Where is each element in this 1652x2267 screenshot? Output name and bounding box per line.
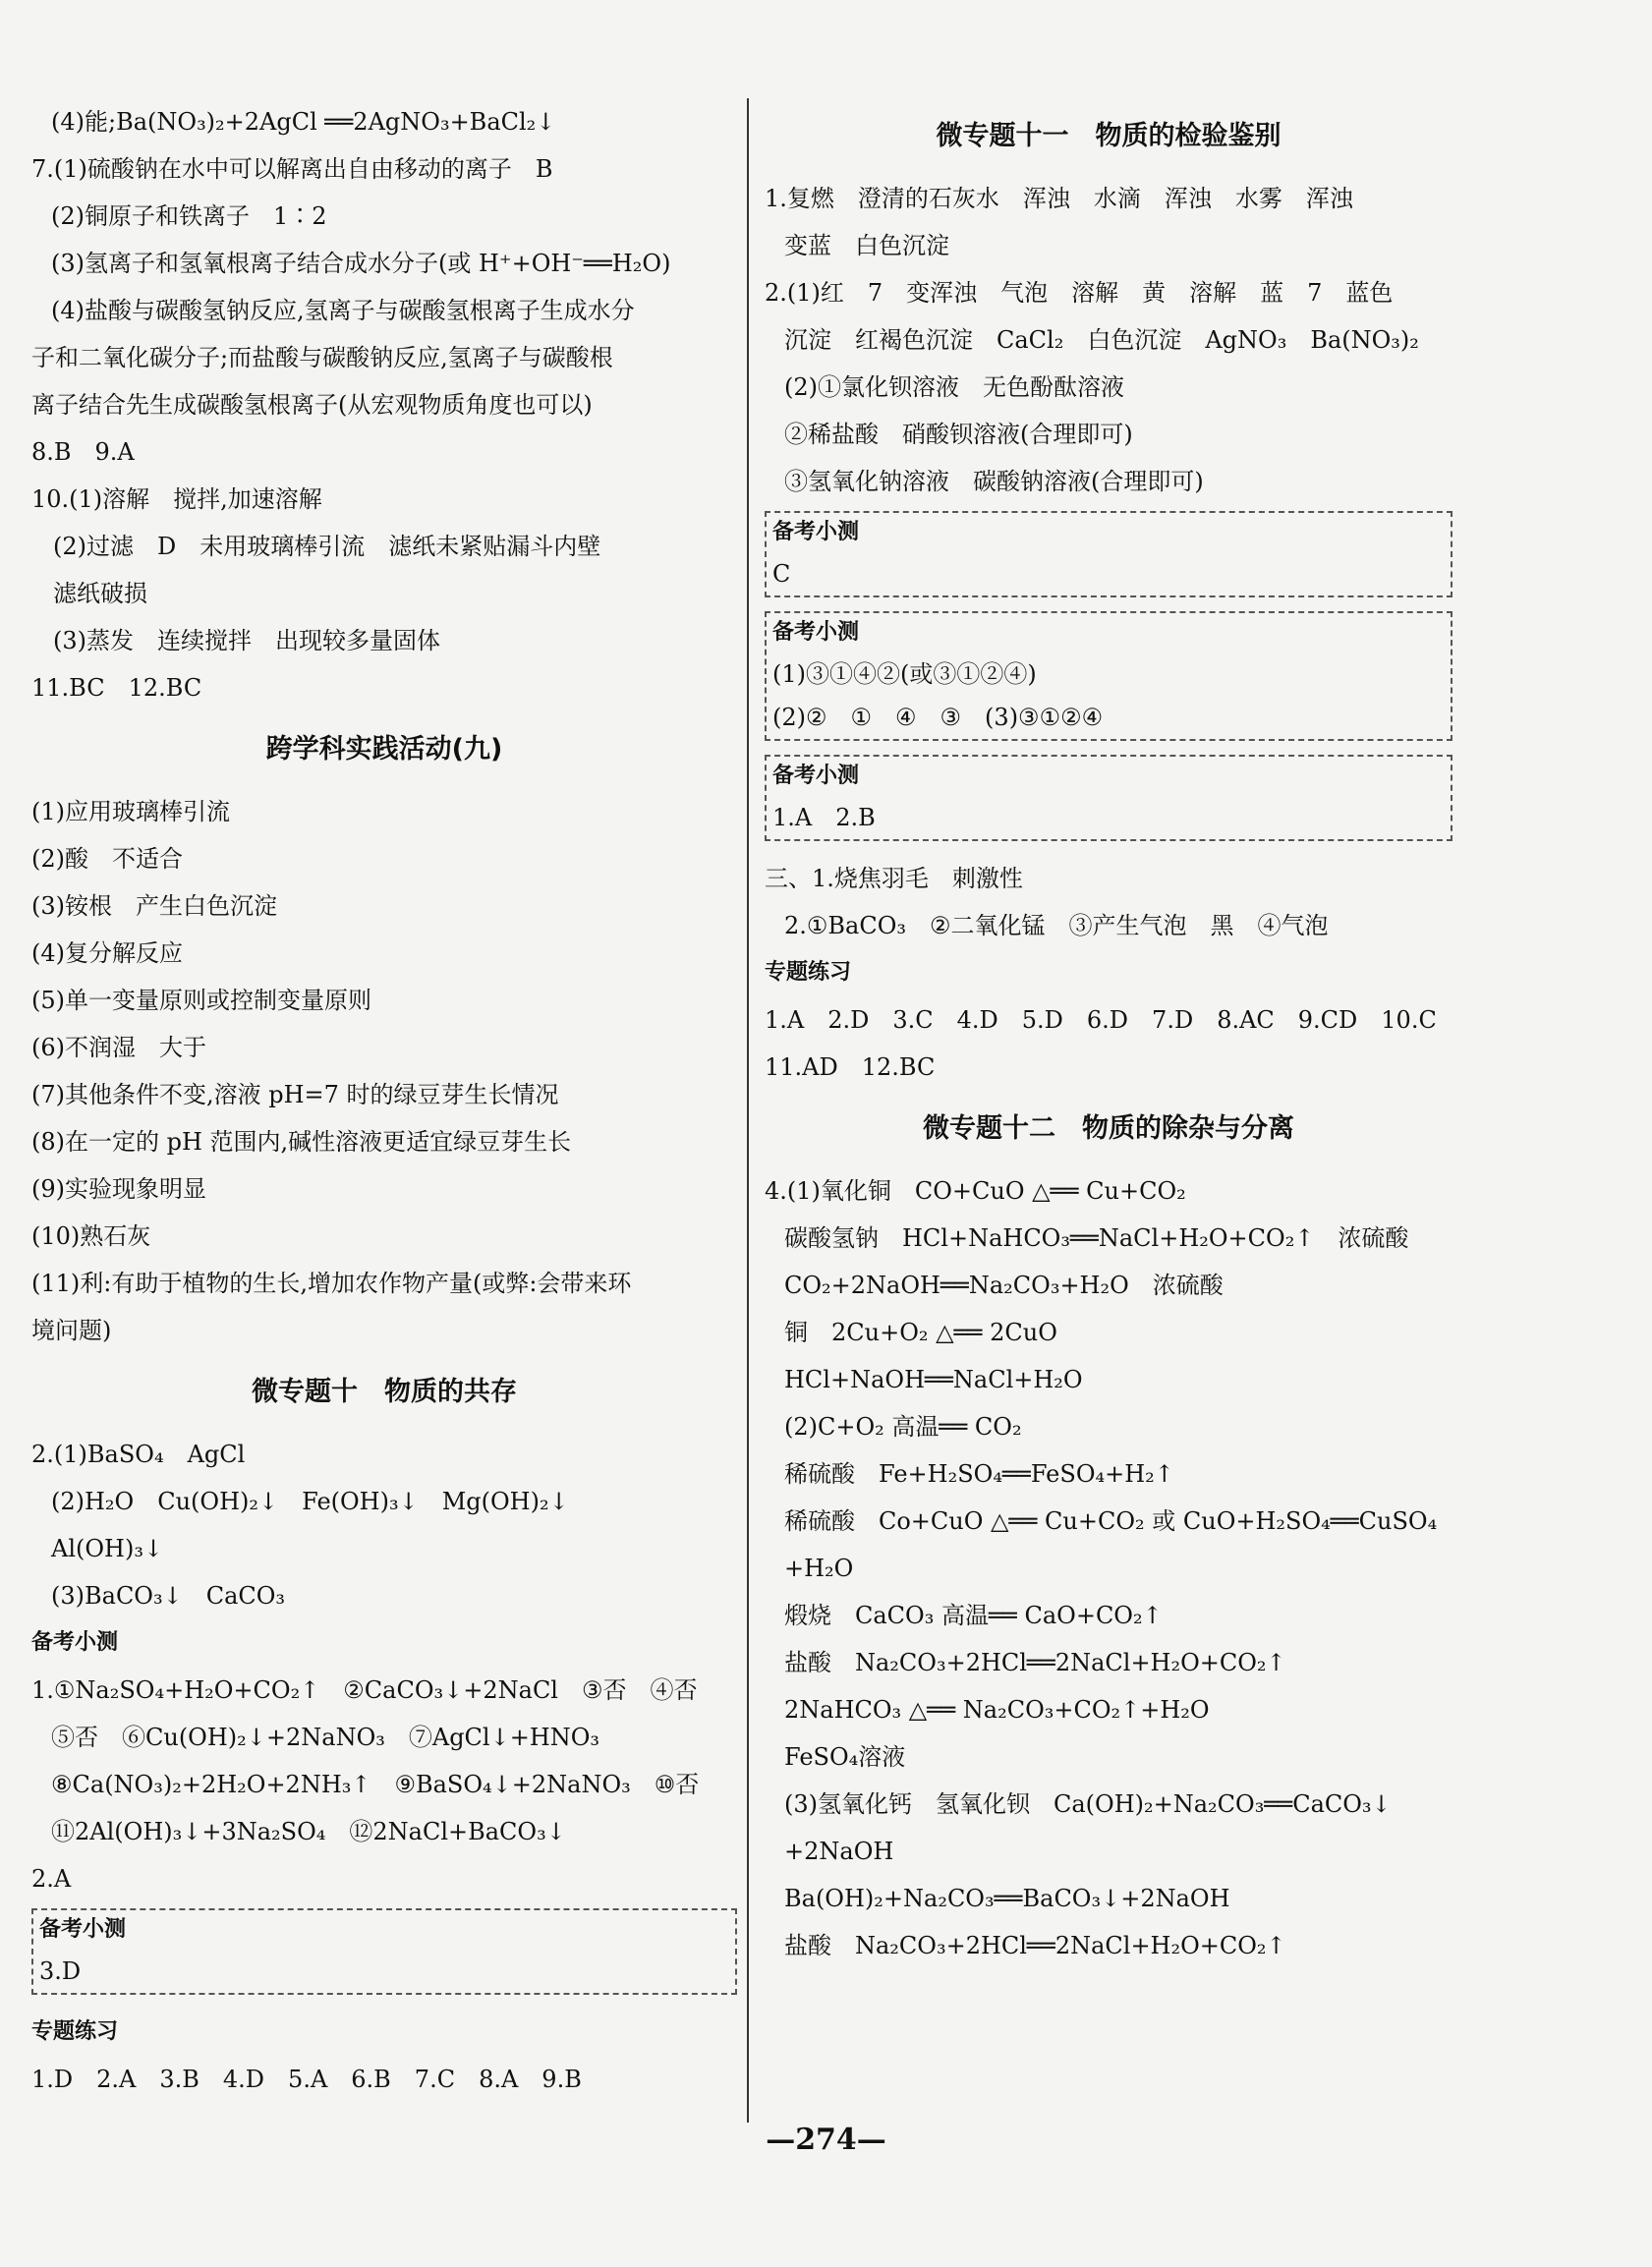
answer-line: (9)实验现象明显: [31, 1175, 206, 1203]
section-title: 微专题十 物质的共存: [252, 1377, 517, 1407]
answer-line: (10)熟石灰: [31, 1222, 151, 1250]
answer-line: (3)氢氧化钙 氢氧化钡 Ca(OH)₂+Na₂CO₃══CaCO₃↓: [784, 1790, 1392, 1818]
answer-line: 2.(1)BaSO₄ AgCl: [31, 1441, 246, 1468]
answer-line: 10.(1)溶解 搅拌,加速溶解: [31, 485, 322, 513]
answer-line: (2)② ① ④ ③ (3)③①②④: [772, 704, 1104, 731]
beikao-label: 备考小测: [39, 1917, 127, 1942]
answer-line: (8)在一定的 pH 范围内,碱性溶液更适宜绿豆芽生长: [31, 1128, 572, 1156]
answer-line: (2)H₂O Cu(OH)₂↓ Fe(OH)₃↓ Mg(OH)₂↓: [51, 1488, 569, 1515]
answer-line: 11.BC 12.BC: [31, 674, 202, 702]
practice-label: 专题练习: [31, 2019, 119, 2044]
beikao-box: [765, 511, 1453, 597]
answer-line: 3.D: [39, 1957, 82, 1985]
answer-line: 离子结合先生成碳酸氢根离子(从宏观物质角度也可以): [31, 391, 593, 419]
section-title: 微专题十二 物质的除杂与分离: [923, 1113, 1294, 1144]
beikao-label: 备考小测: [31, 1630, 119, 1655]
answer-line: 7.(1)硫酸钠在水中可以解离出自由移动的离子 B: [31, 155, 553, 183]
answer-line: 煅烧 CaCO₃ 高温══ CaO+CO₂↑: [784, 1602, 1163, 1629]
answer-line: 子和二氧化碳分子;而盐酸与碳酸钠反应,氢离子与碳酸根: [31, 344, 613, 371]
answer-line: 1.A 2.D 3.C 4.D 5.D 6.D 7.D 8.AC 9.CD 10.C: [765, 1006, 1437, 1034]
answer-line: 2.A: [31, 1865, 72, 1893]
answer-line: (2)酸 不适合: [31, 845, 183, 873]
answer-line: Ba(OH)₂+Na₂CO₃══BaCO₃↓+2NaOH: [784, 1885, 1230, 1912]
answer-line: (1)③①④②(或③①②④): [772, 660, 1037, 688]
beikao-box: [31, 1908, 737, 1995]
answer-line: (4)复分解反应: [31, 939, 183, 967]
beikao-label: 备考小测: [772, 764, 860, 788]
answer-line: 1.A 2.B: [772, 804, 876, 831]
answer-line: (1)应用玻璃棒引流: [31, 798, 230, 825]
answer-line: HCl+NaOH══NaCl+H₂O: [784, 1366, 1083, 1393]
answer-line: (4)能;Ba(NO₃)₂+2AgCl ══2AgNO₃+BaCl₂↓: [51, 108, 556, 136]
answer-line: (4)盐酸与碳酸氢钠反应,氢离子与碳酸氢根离子生成水分: [51, 297, 635, 324]
answer-line: 变蓝 白色沉淀: [784, 232, 949, 259]
answer-line: 境问题): [31, 1317, 112, 1344]
answer-line: 滤纸破损: [53, 580, 147, 607]
page-number: —274—: [766, 2123, 886, 2157]
beikao-box: [765, 755, 1453, 841]
answer-line: 盐酸 Na₂CO₃+2HCl══2NaCl+H₂O+CO₂↑: [784, 1932, 1286, 1959]
answer-line: 2NaHCO₃ △══ Na₂CO₃+CO₂↑+H₂O: [784, 1696, 1210, 1724]
answer-line: (2)过滤 D 未用玻璃棒引流 滤纸未紧贴漏斗内壁: [53, 533, 601, 560]
right-column: [765, 98, 1453, 1969]
answer-line: 2.(1)红 7 变浑浊 气泡 溶解 黄 溶解 蓝 7 蓝色: [765, 279, 1394, 307]
answer-line: 沉淀 红褐色沉淀 CaCl₂ 白色沉淀 AgNO₃ Ba(NO₃)₂: [784, 326, 1419, 354]
answer-line: 8.B 9.A: [31, 438, 135, 466]
answer-line: FeSO₄溶液: [784, 1743, 906, 1771]
answer-line: (2)铜原子和铁离子 1∶2: [51, 202, 327, 230]
answer-line: 11.AD 12.BC: [765, 1053, 936, 1081]
answer-line: 稀硫酸 Fe+H₂SO₄══FeSO₄+H₂↑: [784, 1460, 1174, 1488]
answer-line: 1.D 2.A 3.B 4.D 5.A 6.B 7.C 8.A 9.B: [31, 2066, 582, 2093]
answer-line: (11)利:有助于植物的生长,增加农作物产量(或弊:会带来环: [31, 1270, 632, 1297]
answer-line: ②稀盐酸 硝酸钡溶液(合理即可): [784, 421, 1133, 448]
answer-line: (3)氢离子和氢氧根离子结合成水分子(或 H⁺+OH⁻══H₂O): [51, 250, 671, 277]
left-column: [31, 98, 737, 2103]
beikao-label: 备考小测: [772, 520, 860, 544]
answer-line: (2)C+O₂ 高温══ CO₂: [784, 1413, 1022, 1441]
answer-line: ③氢氧化钠溶液 碳酸钠溶液(合理即可): [784, 468, 1204, 495]
answer-line: 1.复燃 澄清的石灰水 浑浊 水滴 浑浊 水雾 浑浊: [765, 185, 1353, 212]
answer-line: Al(OH)₃↓: [51, 1535, 164, 1562]
answer-line: +H₂O: [784, 1555, 854, 1582]
beikao-label: 备考小测: [772, 620, 860, 645]
answer-line: (5)单一变量原则或控制变量原则: [31, 987, 371, 1014]
answer-line: 盐酸 Na₂CO₃+2HCl══2NaCl+H₂O+CO₂↑: [784, 1649, 1286, 1676]
answer-line: (3)铵根 产生白色沉淀: [31, 892, 277, 920]
answer-line: +2NaOH: [784, 1838, 894, 1865]
answer-line: 2.①BaCO₃ ②二氧化锰 ③产生气泡 黑 ④气泡: [784, 912, 1329, 939]
answer-line: 稀硫酸 Co+CuO △══ Cu+CO₂ 或 CuO+H₂SO₄══CuSO₄: [784, 1507, 1438, 1535]
answer-line: (3)蒸发 连续搅拌 出现较多量固体: [53, 627, 440, 654]
answer-line: ⑪2Al(OH)₃↓+3Na₂SO₄ ⑫2NaCl+BaCO₃↓: [51, 1818, 566, 1845]
answer-line: 1.①Na₂SO₄+H₂O+CO₂↑ ②CaCO₃↓+2NaCl ③否 ④否: [31, 1676, 698, 1704]
practice-label: 专题练习: [765, 960, 852, 985]
answer-line: ⑤否 ⑥Cu(OH)₂↓+2NaNO₃ ⑦AgCl↓+HNO₃: [51, 1724, 600, 1751]
answer-line: CO₂+2NaOH══Na₂CO₃+H₂O 浓硫酸: [784, 1272, 1224, 1299]
answer-line: 4.(1)氧化铜 CO+CuO △══ Cu+CO₂: [765, 1177, 1186, 1205]
answer-line: ⑧Ca(NO₃)₂+2H₂O+2NH₃↑ ⑨BaSO₄↓+2NaNO₃ ⑩否: [51, 1771, 700, 1798]
answer-line: 三、1.烧焦羽毛 刺激性: [765, 865, 1023, 892]
answer-line: C: [772, 560, 791, 588]
section-title: 微专题十一 物质的检验鉴别: [936, 121, 1282, 151]
answer-line: 铜 2Cu+O₂ △══ 2CuO: [784, 1319, 1057, 1346]
beikao-box: [765, 611, 1453, 741]
answer-line: 碳酸氢钠 HCl+NaHCO₃══NaCl+H₂O+CO₂↑ 浓硫酸: [784, 1224, 1409, 1252]
column-divider: [747, 98, 749, 2123]
section-title: 跨学科实践活动(九): [265, 734, 503, 765]
answer-line: (2)①氯化钡溶液 无色酚酞溶液: [784, 373, 1124, 401]
answer-line: (7)其他条件不变,溶液 pH=7 时的绿豆芽生长情况: [31, 1081, 559, 1108]
answer-line: (3)BaCO₃↓ CaCO₃: [51, 1582, 286, 1610]
answer-line: (6)不润湿 大于: [31, 1034, 206, 1061]
